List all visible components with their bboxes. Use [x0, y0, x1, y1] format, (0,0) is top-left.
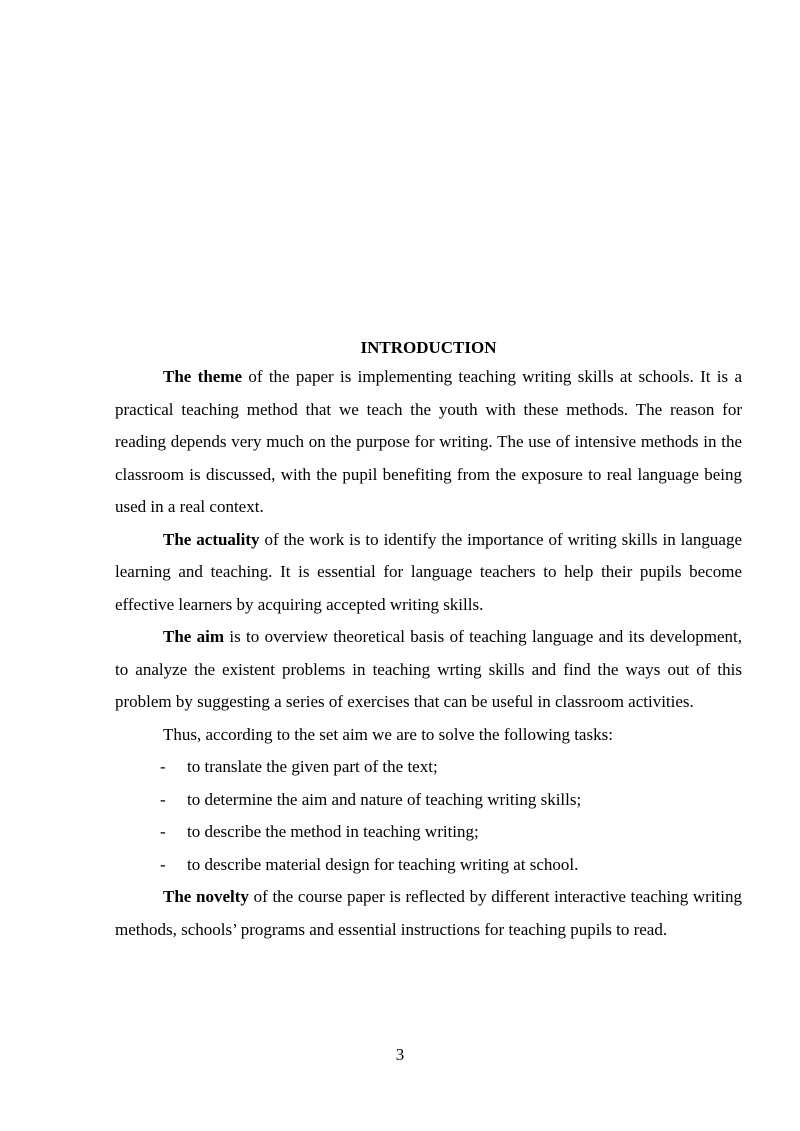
task-text: to describe material design for teaching writing at school. [187, 854, 579, 874]
novelty-paragraph [115, 881, 742, 946]
novelty-text: of the course paper is reflected by different interactive teaching writing methods, schools’ programs and essential instructions for teaching pupils to read. [115, 887, 742, 939]
theme-text: of the paper is implementing teaching writing skills at schools. It is a practical teaching method that we teach the youth with these methods. The reason for reading depends very much on the purpose for writing. The use of intensive methods in the classroom is discussed, with the pupil benefiting from the exposure to real language being used in a real context. [115, 367, 742, 516]
task-text: to translate the given part of the text; [187, 757, 438, 776]
task-text: to describe the method in teaching writing; [187, 822, 479, 841]
aim-term: The aim [163, 627, 225, 646]
theme-term: The theme [163, 367, 243, 386]
aim-text: is to overview theoretical basis of teaching language and its development, to analyze the existent problems in teaching wrting skills and find the ways out of this problem by suggesting a series of exercises that can be useful in classroom activities. [115, 627, 742, 711]
page-number: 3 [395, 1045, 405, 1064]
list-item [115, 751, 742, 784]
page-content [115, 334, 742, 946]
aim-paragraph [115, 621, 742, 719]
actuality-term: The actuality [163, 529, 260, 549]
tasks-intro: Thus, according to the set aim we are to solve the following tasks: [163, 724, 613, 744]
novelty-term: The novelty [163, 887, 249, 906]
list-marker: - [160, 822, 166, 841]
list-marker: - [160, 854, 166, 874]
actuality-text: of the work is to identify the importance of writing skills in language learning and teaching. It is essential for language teachers to help their pupils become effective learners by acquiring accepted writing skills. [115, 529, 742, 614]
list-marker: - [160, 757, 166, 776]
section-heading: INTRODUCTION [360, 338, 497, 357]
actuality-paragraph [115, 524, 742, 622]
list-item [115, 784, 742, 817]
task-text: to determine the aim and nature of teaching writing skills; [187, 789, 582, 809]
list-item [115, 816, 742, 849]
list-marker: - [160, 789, 166, 809]
list-item [115, 849, 742, 882]
theme-paragraph [115, 361, 742, 524]
tasks-list [115, 751, 742, 881]
